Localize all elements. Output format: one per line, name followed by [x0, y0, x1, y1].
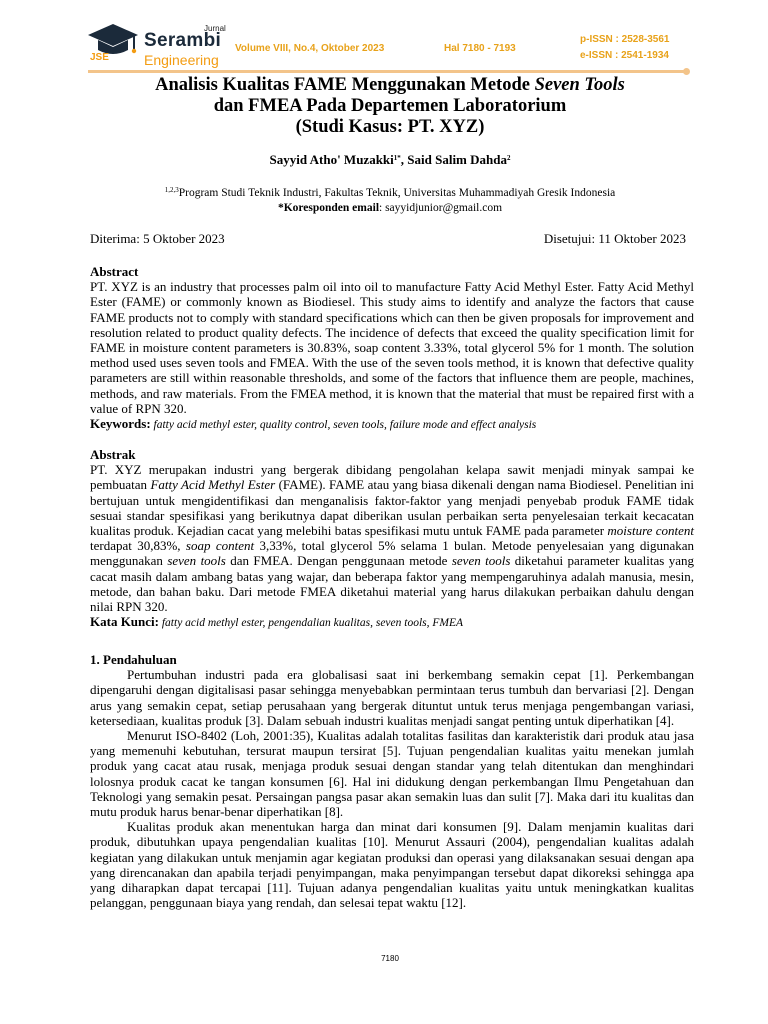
abstrak-text: PT. XYZ merupakan industri yang bergerak dibidang pengolahan kelapa sawit menjadi minyak sampai ke pembuatan Fatty Acid Methyl Ester (FAME). FAME atau yang biasa dikenali dengan nama Biodiesel. Penelitian ini bertujuan untuk mengidentifikasi dan menganalisis faktor-faktor yang menjadi penyebab produk FAME tidak sesuai standar spesifikasi yang berikutnya dapat diberikan usulan perbaikan serta penyelesaian terkait kecacatan kualitas produk. Kejadian cacat yang melebihi batas spesifikasi mutu untuk FAME pada parameter moisture content terdapat 30,83%, soap content 3,33%, total glycerol 5% selama 1 bulan. Metode penyelesaian yang digunakan menggunakan seven tools dan FMEA. Dengan penggunaan metode seven tools diketahui parameter kualitas yang cacat masih dalam ambang batas yang wajar, dan beberapa faktor yang mempengaruhinya adalah manusia, mesin, metode, dan bahan baku. Dari metode FMEA diketahui material yang harus dilakukan perbaikan dahulu dengan nilai RPN 320. [90, 462, 695, 615]
author-list [90, 152, 690, 168]
kata-kunci-value: fatty acid methyl ester, pengendalian kualitas, seven tools, FMEA [158, 617, 464, 630]
date-approved: Disetujui: 11 Oktober 2023 [543, 231, 686, 246]
e-issn: e-ISSN : 2541-1934 [580, 50, 669, 61]
intro-paragraph-1: Pertumbuhan industri pada era globalisasi saat ini berkembang semakin cepat [1]. Perkembangan dipengaruhi dengan digitalisasi pasar sehingga menyebabkan permintaan terus tumbuh dan bervariasi [2]. Dengan arus yang semakin cepat, setiap perusahaan yang bergerak dituntut untuk terus menjaga pengembangan variasi, ketersediaan, kualitas produk [3]. Dalam sebuah industri kualitas menjadi sangat penting untuk diperhatikan [4]. [90, 667, 694, 728]
email-label: *Koresponden email [277, 202, 380, 214]
title-line1: Analisis Kualitas FAME Menggunakan Metode [155, 75, 535, 95]
volume-info: Volume VIII, No.4, Oktober 2023 [235, 43, 385, 54]
header-divider [88, 70, 688, 73]
author-1: Sayyid Atho' Muzakki [269, 152, 394, 167]
affiliation-sup: 1,2,3 [164, 186, 179, 194]
abstract-text: PT. XYZ is an industry that processes palm oil into oil to manufacture Fatty Acid Methyl Ester. Fatty Acid Methyl Ester (FAME) or commonly known as Biodiesel. This study aims to identify and analyze the factors that cause FAME products not to comply with standard specifications which can then be given proposals for improvement and resolution related to product quality defects. The incidence of defects that exceed the quality specification limit for FAME in moisture content parameters is 30.83%, soap content 3.33%, total glycerol 5% for 1 month. The solution method used uses seven tools and FMEA. With the use of the seven tools method, it is known that defective quality parameters are still within reasonable thresholds, and some of the factors that influence them are people, machines, methods, and raw materials. From the FMEA method, it is known that the material that must be repaired first with a value of RPN 320. [90, 279, 694, 416]
keywords-label: Keywords: [90, 416, 151, 432]
page-range: Hal 7180 - 7193 [444, 43, 516, 54]
section-heading-pendahuluan: 1. Pendahuluan [90, 652, 177, 667]
keywords-value: fatty acid methyl ester, quality control, seven tools, failure mode and effect analysis [150, 419, 537, 432]
author-sep: , [400, 152, 408, 167]
intro-paragraph-2: Menurut ISO-8402 (Loh, 2001:35), Kualitas adalah totalitas fasilitas dan karakteristik dari produk atau jasa yang memenuhi kebutuhan, tersurat maupun tersirat [5]. Tujuan pengendalian kualitas yaitu menekan jumlah produk yang cacat atau rusak, menjaga produk sesuai dengan standar yang telah ditentukan dan menghindari lolosnya produk cacat ke tangan konsumen [6]. Hal ini didukung dengan perkembangan Ilmu Pengetahuan dan Teknologi yang semakin pesat. Persaingan pangsa pasar akan semakin luas dan sulit [7]. Maka dari itu kualitas dan mutu produk harus benar-benar diperhatikan [8]. [90, 728, 694, 820]
abstrak-heading: Abstrak [90, 447, 136, 462]
email-value: : sayyidjunior@gmail.com [379, 202, 503, 214]
p-issn: p-ISSN : 2528-3561 [580, 34, 670, 45]
abstrak-section [90, 447, 694, 631]
logo-jse-text: JSE [90, 52, 109, 63]
intro-paragraph-3: Kualitas produk akan menentukan harga dan minat dari konsumen [9]. Dalam menjamin kualitas dari produk, dibutuhkan upaya pengendalian kualitas [10]. Menurut Assauri (2004), pengendalian kualitas adalah kegiatan yang dilakukan untuk menjamin agar kegiatan produksi dan operasi yang dilaksanakan sesuai dengan apa yang direncanakan dan apabila terjadi penyimpangan, maka penyimpangan tersebut dapat dikoreksi sehingga apa yang diharapkan dapat tercapai [11]. Tujuan adanya pengendalian kualitas yaitu untuk meningkatkan kualitas pelanggan, penggunaan biaya yang rendah, dan selesai tepat waktu [12]. [90, 819, 694, 911]
logo-serambi-text: Serambi [144, 30, 222, 51]
logo-jurnal-text: Jurnal [204, 24, 226, 33]
logo-engineering-text: Engineering [144, 52, 219, 68]
page-number: 7180 [381, 954, 399, 963]
journal-header [0, 0, 768, 78]
author-2: Said Salim Dahda [407, 152, 507, 167]
author-1-sup: 1* [393, 154, 401, 162]
affiliation [90, 186, 690, 216]
dates-row [90, 231, 686, 247]
abstract-heading: Abstract [90, 264, 139, 279]
kata-kunci-label: Kata Kunci: [90, 614, 159, 630]
abstract-section [90, 264, 694, 433]
title-line3: (Studi Kasus: PT. XYZ) [295, 117, 485, 137]
introduction-section [90, 652, 694, 910]
author-2-sup: 2 [506, 154, 511, 162]
header-divider-dot [683, 68, 690, 75]
title-line2: dan FMEA Pada Departemen Laboratorium [213, 96, 567, 116]
paper-title [90, 75, 690, 138]
date-received: Diterima: 5 Oktober 2023 [90, 231, 225, 246]
title-line1-italic: Seven Tools [534, 75, 625, 95]
affiliation-text: Program Studi Teknik Industri, Fakultas Teknik, Universitas Muhammadiyah Gresik Indonesia [178, 187, 616, 199]
journal-logo [86, 20, 226, 70]
